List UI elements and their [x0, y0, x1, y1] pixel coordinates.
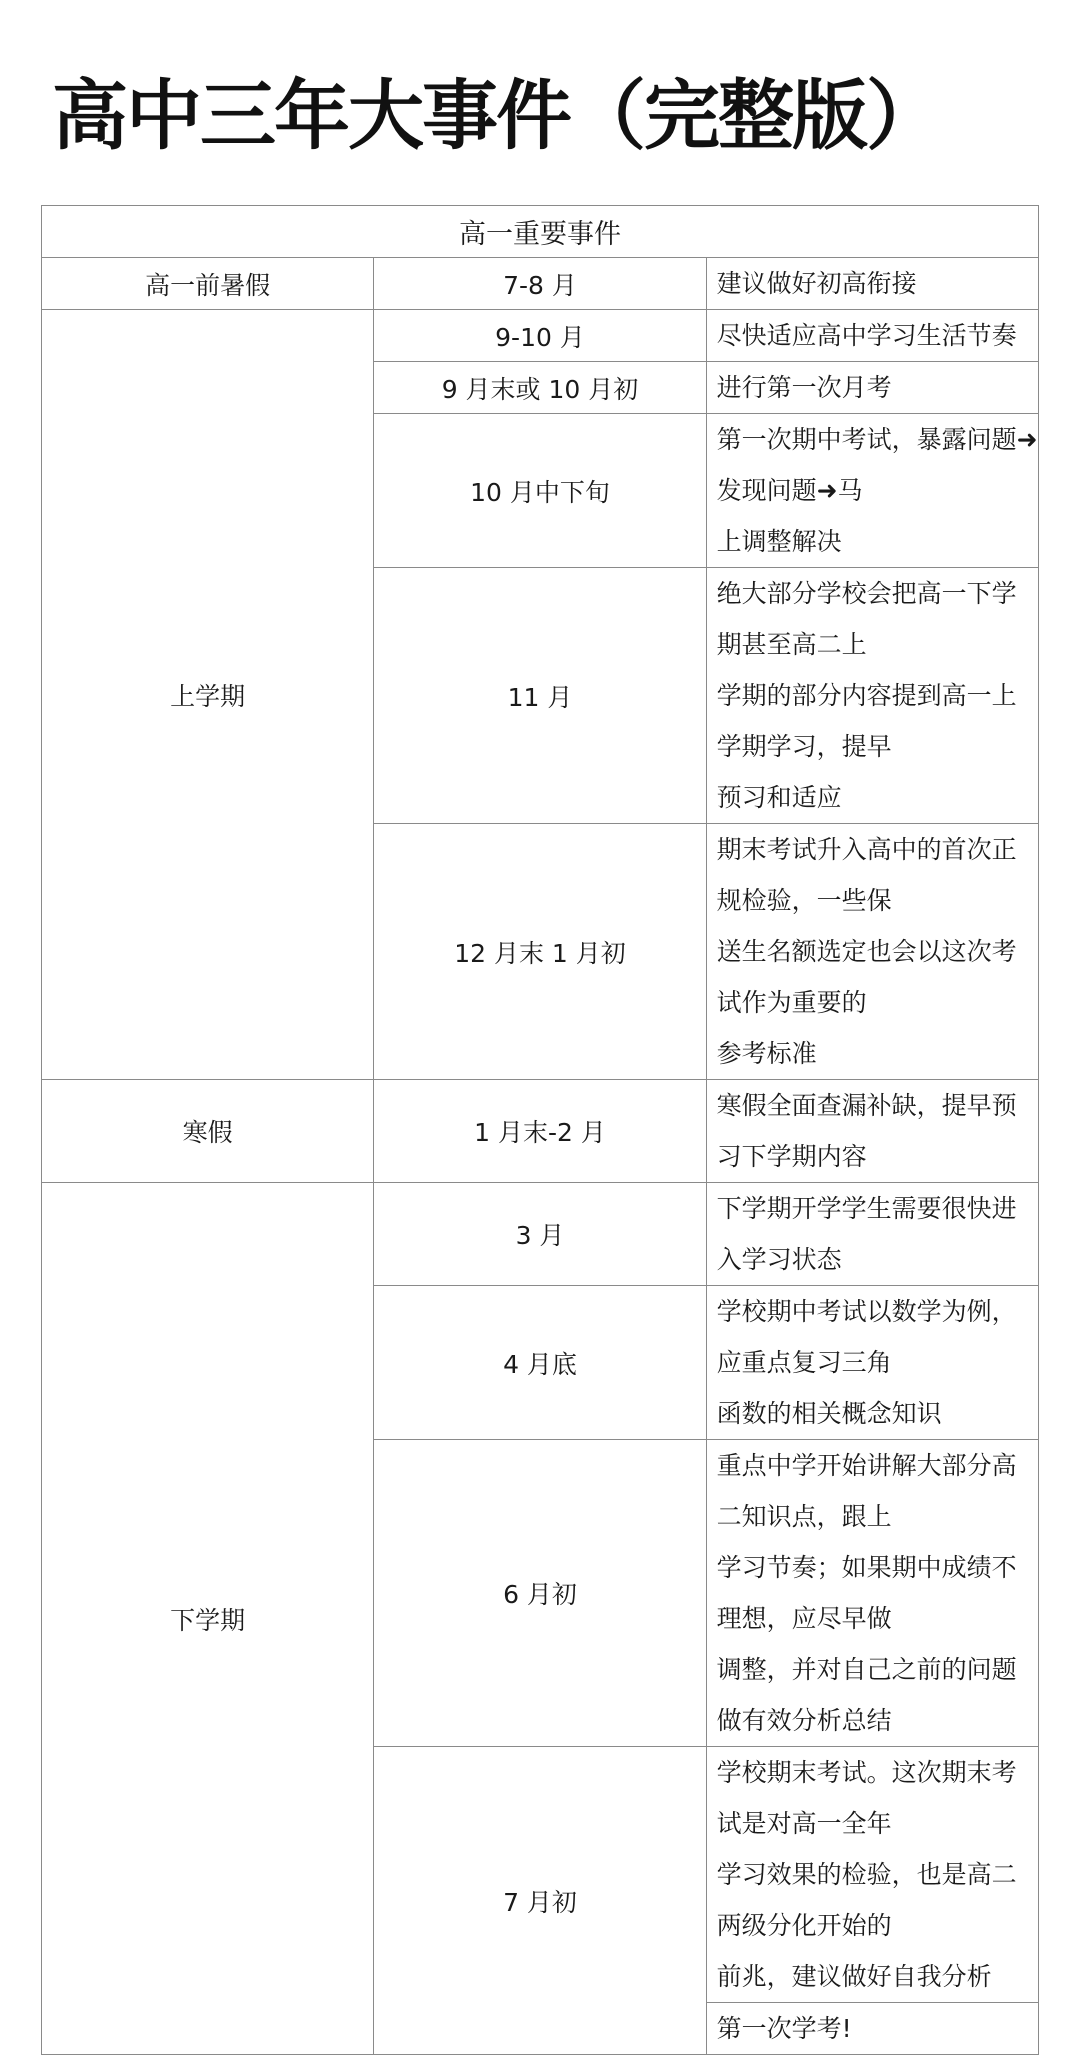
desc-cell	[706, 568, 1038, 824]
table-row	[42, 258, 1039, 310]
period-cell: 高一前暑假	[42, 258, 374, 310]
desc-line: 学习节奏；如果期中成绩不理想，应尽早做	[716, 1553, 1017, 1633]
desc-line: 调整，并对自己之前的问题做有效分析总结	[716, 1655, 1017, 1735]
desc-line: 函数的相关概念知识	[716, 1399, 942, 1428]
desc-line: 上调整解决	[716, 527, 842, 556]
table-row	[42, 310, 1039, 362]
desc-line: 进行第一次月考	[716, 373, 892, 402]
desc-line: 送生名额选定也会以这次考试作为重要的	[716, 937, 1017, 1017]
desc-line: 绝大部分学校会把高一下学期甚至高二上	[716, 579, 1017, 659]
desc-cell	[706, 1183, 1038, 1286]
desc-line: 重点中学开始讲解大部分高二知识点，跟上	[716, 1451, 1017, 1531]
desc-cell	[706, 258, 1038, 310]
time-cell: 1 月末-2 月	[374, 1080, 706, 1183]
desc-cell	[706, 1080, 1038, 1183]
desc-cell	[706, 1440, 1038, 1747]
period-cell: 下学期	[42, 1183, 374, 2055]
desc-cell	[706, 1747, 1038, 2003]
events-table	[41, 205, 1039, 2055]
period-cell: 上学期	[42, 310, 374, 1080]
desc-line: 期末考试升入高中的首次正规检验，一些保	[716, 835, 1017, 915]
desc-line: 参考标准	[716, 1039, 817, 1068]
page-title: 高中三年大事件（完整版）	[52, 71, 940, 160]
table-header-row	[42, 206, 1039, 258]
desc-line: 学校期末考试。这次期末考试是对高一全年	[716, 1758, 1017, 1838]
desc-line: 下学期开学学生需要很快进入学习状态	[716, 1194, 1017, 1274]
desc-line: 尽快适应高中学习生活节奏	[716, 321, 1017, 350]
desc-line: 学校期中考试以数学为例，应重点复习三角	[716, 1297, 1017, 1377]
time-cell: 6 月初	[374, 1440, 706, 1747]
desc-line: 前兆，建议做好自我分析	[716, 1962, 992, 1991]
desc-line: 第一次期中考试，暴露问题➜发现问题➜马	[716, 425, 1038, 505]
time-cell: 7-8 月	[374, 258, 706, 310]
desc-cell	[706, 310, 1038, 362]
time-cell: 3 月	[374, 1183, 706, 1286]
time-cell: 12 月末 1 月初	[374, 824, 706, 1080]
time-cell: 9 月末或 10 月初	[374, 362, 706, 414]
desc-cell	[706, 362, 1038, 414]
desc-cell	[706, 824, 1038, 1080]
time-cell: 10 月中下旬	[374, 414, 706, 568]
desc-line: 学习效果的检验，也是高二两级分化开始的	[716, 1860, 1017, 1940]
desc-cell	[706, 1286, 1038, 1440]
desc-line: 建议做好初高衔接	[716, 269, 917, 298]
period-cell: 寒假	[42, 1080, 374, 1183]
table-row	[42, 1080, 1039, 1183]
time-cell: 4 月底	[374, 1286, 706, 1440]
time-cell: 11 月	[374, 568, 706, 824]
table-row	[42, 1183, 1039, 1286]
desc-cell	[706, 414, 1038, 568]
desc-line: 第一次学考!	[716, 2014, 852, 2043]
time-cell: 9-10 月	[374, 310, 706, 362]
desc-cell	[706, 2003, 1038, 2055]
desc-line: 学期的部分内容提到高一上学期学习，提早	[716, 681, 1017, 761]
desc-line: 寒假全面查漏补缺，提早预习下学期内容	[716, 1091, 1017, 1171]
time-cell: 7 月初	[374, 1747, 706, 2055]
table-header: 高一重要事件	[42, 206, 1039, 258]
desc-line: 预习和适应	[716, 783, 842, 812]
